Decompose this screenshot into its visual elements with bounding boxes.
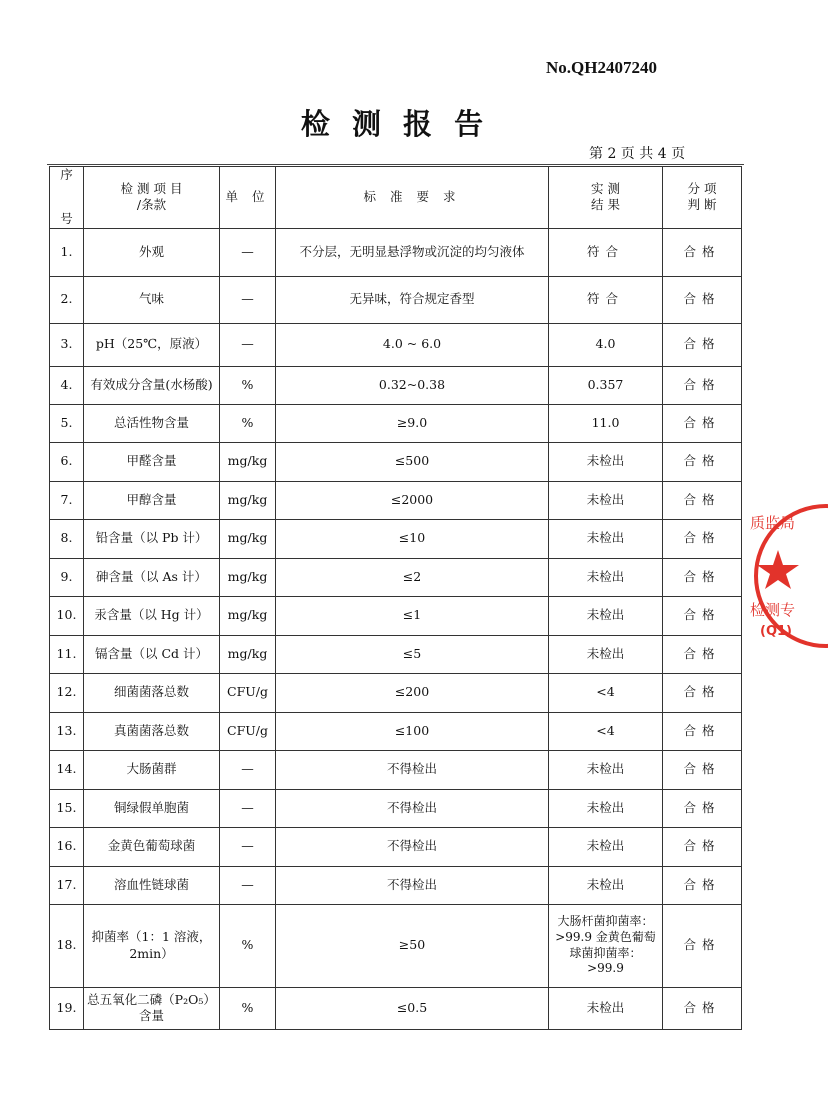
row-judgement: 合格 [663, 712, 742, 750]
row-seq: 11. [50, 635, 84, 673]
row-seq: 17. [50, 866, 84, 904]
row-result: 未检出 [549, 635, 663, 673]
table-row [50, 866, 742, 904]
row-unit: CFU/g [220, 712, 276, 750]
header-rule [47, 164, 744, 165]
row-judgement: 合格 [663, 750, 742, 789]
row-standard: ≤2 [276, 558, 549, 596]
row-unit: % [220, 366, 276, 404]
row-result: 未检出 [549, 750, 663, 789]
row-unit: — [220, 750, 276, 789]
header-result: 实 测 结 果 [549, 167, 663, 229]
row-unit: % [220, 404, 276, 442]
row-result: 未检出 [549, 596, 663, 635]
row-seq: 9. [50, 558, 84, 596]
row-result: 未检出 [549, 558, 663, 596]
header-item: 检 测 项 目 /条款 [84, 167, 220, 229]
row-item: 溶血性链球菌 [84, 866, 220, 904]
row-item: 气味 [84, 276, 220, 323]
table-row [50, 635, 742, 673]
seal-star-icon [757, 550, 799, 589]
table-row [50, 750, 742, 789]
row-judgement: 合格 [663, 866, 742, 904]
table-row [50, 596, 742, 635]
row-result: 未检出 [549, 866, 663, 904]
row-seq: 7. [50, 481, 84, 519]
seal-graphic [748, 495, 828, 655]
row-seq: 10. [50, 596, 84, 635]
row-seq: 13. [50, 712, 84, 750]
row-standard: 不得检出 [276, 827, 549, 866]
row-judgement: 合格 [663, 366, 742, 404]
row-item: 甲醛含量 [84, 442, 220, 481]
row-standard: ≥50 [276, 904, 549, 987]
table-row [50, 519, 742, 558]
row-judgement: 合格 [663, 228, 742, 276]
row-judgement: 合格 [663, 404, 742, 442]
row-judgement: 合格 [663, 442, 742, 481]
table-row [50, 789, 742, 827]
row-item: 真菌菌落总数 [84, 712, 220, 750]
row-result: 4.0 [549, 323, 663, 366]
row-seq: 18. [50, 904, 84, 987]
row-item: 汞含量（以 Hg 计） [84, 596, 220, 635]
header-unit: 单 位 [220, 167, 276, 229]
official-seal-stamp [748, 495, 828, 655]
row-unit: mg/kg [220, 481, 276, 519]
seal-text-bottom: 检测专 [750, 601, 796, 619]
row-unit: mg/kg [220, 596, 276, 635]
row-result: 0.357 [549, 366, 663, 404]
seal-code: (Q1) [760, 624, 792, 639]
header-seq: 序 号 [50, 167, 84, 229]
row-result: 大肠杆菌抑菌率：>99.9 金黄色葡萄球菌抑菌率：>99.9 [549, 904, 663, 987]
table-row [50, 404, 742, 442]
row-judgement: 合格 [663, 789, 742, 827]
row-seq: 3. [50, 323, 84, 366]
row-result: 未检出 [549, 789, 663, 827]
row-unit: — [220, 323, 276, 366]
row-unit: mg/kg [220, 442, 276, 481]
table-row [50, 276, 742, 323]
row-standard: ≤2000 [276, 481, 549, 519]
row-unit: — [220, 789, 276, 827]
page-indicator: 第 2 页 共 4 页 [589, 146, 686, 162]
row-item: 有效成分含量(水杨酸) [84, 366, 220, 404]
row-seq: 19. [50, 987, 84, 1029]
row-result: 符合 [549, 276, 663, 323]
row-unit: mg/kg [220, 558, 276, 596]
row-unit: CFU/g [220, 673, 276, 712]
row-result: 未检出 [549, 987, 663, 1029]
row-unit: — [220, 827, 276, 866]
seal-text-top: 质监局 [750, 514, 796, 532]
row-item: 金黄色葡萄球菌 [84, 827, 220, 866]
row-judgement: 合格 [663, 558, 742, 596]
row-unit: — [220, 228, 276, 276]
row-standard: ≤0.5 [276, 987, 549, 1029]
table-row [50, 987, 742, 1029]
row-standard: 无异味，符合规定香型 [276, 276, 549, 323]
row-seq: 15. [50, 789, 84, 827]
row-unit: — [220, 276, 276, 323]
row-standard: 不得检出 [276, 750, 549, 789]
table-row [50, 827, 742, 866]
table-row [50, 673, 742, 712]
row-standard: 不分层，无明显悬浮物或沉淀的均匀液体 [276, 228, 549, 276]
row-seq: 4. [50, 366, 84, 404]
row-item: 细菌菌落总数 [84, 673, 220, 712]
row-result: 未检出 [549, 827, 663, 866]
row-item: 铅含量（以 Pb 计） [84, 519, 220, 558]
row-standard: ≤10 [276, 519, 549, 558]
row-standard: 4.0 ~ 6.0 [276, 323, 549, 366]
row-item: 砷含量（以 As 计） [84, 558, 220, 596]
row-item: 外观 [84, 228, 220, 276]
row-standard: ≤500 [276, 442, 549, 481]
row-judgement: 合格 [663, 323, 742, 366]
row-unit: — [220, 866, 276, 904]
row-standard: ≤200 [276, 673, 549, 712]
row-seq: 12. [50, 673, 84, 712]
row-seq: 8. [50, 519, 84, 558]
header-judgement: 分 项 判 断 [663, 167, 742, 229]
header-standard: 标 准 要 求 [276, 167, 549, 229]
row-judgement: 合格 [663, 481, 742, 519]
row-standard: ≤100 [276, 712, 549, 750]
row-unit: mg/kg [220, 635, 276, 673]
row-item: 总活性物含量 [84, 404, 220, 442]
row-unit: mg/kg [220, 519, 276, 558]
table-row [50, 712, 742, 750]
row-result: 未检出 [549, 481, 663, 519]
row-item: 甲醇含量 [84, 481, 220, 519]
row-seq: 16. [50, 827, 84, 866]
row-item: 镉含量（以 Cd 计） [84, 635, 220, 673]
table-row [50, 323, 742, 366]
row-seq: 2. [50, 276, 84, 323]
table-row [50, 366, 742, 404]
row-result: <4 [549, 673, 663, 712]
row-standard: 0.32~0.38 [276, 366, 549, 404]
row-judgement: 合格 [663, 519, 742, 558]
row-seq: 14. [50, 750, 84, 789]
table-row [50, 904, 742, 987]
row-judgement: 合格 [663, 276, 742, 323]
row-unit: % [220, 987, 276, 1029]
row-standard: ≤1 [276, 596, 549, 635]
row-standard: ≤5 [276, 635, 549, 673]
table-row [50, 228, 742, 276]
row-judgement: 合格 [663, 987, 742, 1029]
report-number: No.QH2407240 [546, 58, 657, 77]
document-title: 检 测 报 告 [300, 107, 490, 141]
row-result: 11.0 [549, 404, 663, 442]
table-row [50, 481, 742, 519]
row-standard: 不得检出 [276, 866, 549, 904]
row-item: pH（25℃，原液） [84, 323, 220, 366]
row-judgement: 合格 [663, 827, 742, 866]
row-seq: 5. [50, 404, 84, 442]
row-item: 抑菌率（1：1 溶液，2min） [84, 904, 220, 987]
row-result: 未检出 [549, 519, 663, 558]
table-row [50, 442, 742, 481]
row-standard: ≥9.0 [276, 404, 549, 442]
row-item: 大肠菌群 [84, 750, 220, 789]
row-item: 铜绿假单胞菌 [84, 789, 220, 827]
row-result: 符合 [549, 228, 663, 276]
row-result: <4 [549, 712, 663, 750]
table-row [50, 558, 742, 596]
row-unit: % [220, 904, 276, 987]
row-judgement: 合格 [663, 904, 742, 987]
row-item: 总五氧化二磷（P₂O₅）含量 [84, 987, 220, 1029]
table-header-row [50, 167, 742, 229]
row-judgement: 合格 [663, 596, 742, 635]
row-seq: 1. [50, 228, 84, 276]
row-judgement: 合格 [663, 673, 742, 712]
test-results-table [49, 166, 742, 1030]
row-standard: 不得检出 [276, 789, 549, 827]
row-judgement: 合格 [663, 635, 742, 673]
row-seq: 6. [50, 442, 84, 481]
row-result: 未检出 [549, 442, 663, 481]
seal-ring [756, 506, 828, 646]
